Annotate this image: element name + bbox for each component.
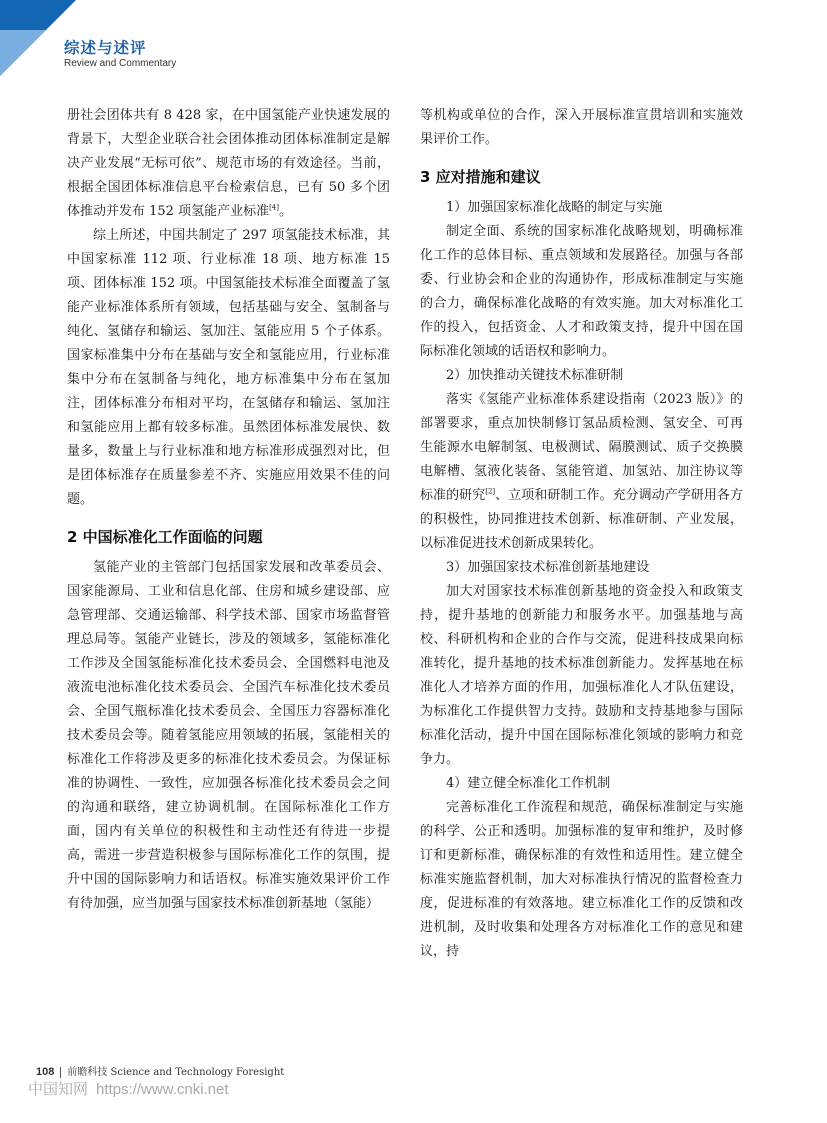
subsection-heading: 2）加快推动关键技术标准研制 — [446, 368, 624, 383]
paragraph: 制定全面、系统的国家标准化战略规划，明确标准化工作的总体目标、重点领域和发展路径。加强与各部委、行业协会和企业的沟通协作，形成标准制定与实施的合力，确保标准化战略的有效实施。加大对标准化工作的投入，包括资金、人才和政策支持，提升中国在国际标准化领域的话语权和影响力。 — [420, 224, 743, 359]
paragraph: 完善标准化工作流程和规范，确保标准制定与实施的科学、公正和透明。加强标准的复审和维护，及时修订和更新标准，确保标准的有效性和适用性。建立健全标准实施监督机制，加大对标准执行情况的监督检查力度，促进标准的有效落地。建立标准化工作的反馈和改进机制，及时收集和处理各方对标准化工作的意见和建议，持 — [420, 800, 743, 959]
section-subtitle: Review and Commentary — [64, 58, 177, 69]
paragraph: 加大对国家技术标准创新基地的资金投入和政策支持，提升基地的创新能力和服务水平。加强基地与高校、科研机构和企业的合作与交流，促进科技成果向标准转化，提升基地的技术标准创新能力。发挥基地在标准化人才培养方面的作用，加强标准化人才队伍建设，为标准化工作提供智力支持。鼓励和支持基地参与国际标准化活动，提升中国在国际标准化领域的影响力和竞争力。 — [420, 584, 743, 767]
subsection-heading: 1）加强国家标准化战略的制定与实施 — [446, 200, 663, 215]
section-title: 综述与述评 — [64, 39, 147, 57]
paragraph: 落实《氢能产业标准体系建设指南（2023 版）》的部署要求，重点加快制修订氢品质检测、氢安全、可再生能源水电解制氢、电极测试、隔膜测试、质子交换膜电解槽、氢液化装备、氢能管道、加氢站、加注协议等标准的研究[2]、立项和研制工作。充分调动产学研用各方的积极性，协同推进技术创新、标准研制、产业发展，以标准促进技术创新成果转化。 — [420, 392, 743, 551]
citation-ref[interactable]: [2] — [485, 487, 496, 496]
watermark — [28, 1078, 229, 1099]
page-number: 108 — [36, 1066, 55, 1078]
paragraph: 综上所述，中国共制定了 297 项氢能技术标准，其中国家标准 112 项、行业标准 18 项、地方标准 15 项、团体标准 152 项。中国氢能技术标准全面覆盖了氢能产业标准体系所有领域，包括基础与安全、氢制备与纯化、氢储存和输运、氢加注、氢能应用 5 个子体系。国家标准集中分布在基础与安全和氢能应用，行业标准集中分布在氢制备与纯化，地方标准集中分布在氢加注，团体标准分布相对平均，在氢储存和输运、氢加注和氢能应用上都有较多标准。虽然团体标准发展快、数量多，数量上与行业标准和地方标准形成强烈对比，但是团体标准存在质量参差不齐、实施应用效果不佳的问题。 — [67, 228, 390, 507]
section-heading: 3 应对措施和建议 — [420, 168, 541, 186]
right-column — [420, 104, 743, 964]
footer-divider — [60, 1067, 61, 1078]
watermark-url[interactable]: https://www.cnki.net — [96, 1081, 229, 1098]
section-heading: 2 中国标准化工作面临的问题 — [67, 528, 263, 546]
subsection-heading: 4）建立健全标准化工作机制 — [446, 776, 611, 791]
subsection-heading: 3）加强国家技术标准创新基地建设 — [446, 560, 650, 575]
citation-ref[interactable]: [4] — [269, 203, 279, 212]
paragraph: 氢能产业的主管部门包括国家发展和改革委员会、国家能源局、工业和信息化部、住房和城乡建设部、应急管理部、交通运输部、科学技术部、国家市场监督管理总局等。氢能产业链长，涉及的领域多，氢能标准化工作涉及全国氢能标准化技术委员会、全国燃料电池及液流电池标准化技术委员会、全国汽车标准化技术委员会、全国气瓶标准化技术委员会、全国压力容器标准化技术委员会等。随着氢能应用领域的拓展，氢能相关的标准化工作将涉及更多的标准化技术委员会。为保证标准的协调性、一致性，应加强各标准化技术委员会之间的沟通和联络，建立协调机制。在国际标准化工作方面，国内有关单位的积极性和主动性还有待进一步提高，需进一步营造积极参与国际标准化工作的氛围，提升中国的国际影响力和话语权。标准实施效果评价工作有待加强，应当加强与国家技术标准创新基地（氢能） — [67, 560, 390, 911]
paragraph: 册社会团体共有 8 428 家，在中国氢能产业快速发展的背景下，大型企业联合社会团体推动团体标准制定是解决产业发展“无标可依”、规范市场的有效途径。当前，根据全国团体标准信息平台检索信息，已有 50 多个团体推动并发布 152 项氢能产业标准[4]。 — [67, 108, 390, 219]
corner-decoration-light — [0, 30, 46, 76]
watermark-site: 中国知网 — [28, 1080, 89, 1098]
journal-name: 前瞻科技 Science and Technology Foresight — [67, 1067, 285, 1078]
page-footer — [36, 1063, 284, 1078]
paragraph: 等机构或单位的合作，深入开展标准宣贯培训和实施效果评价工作。 — [420, 108, 743, 147]
left-column — [67, 104, 390, 916]
